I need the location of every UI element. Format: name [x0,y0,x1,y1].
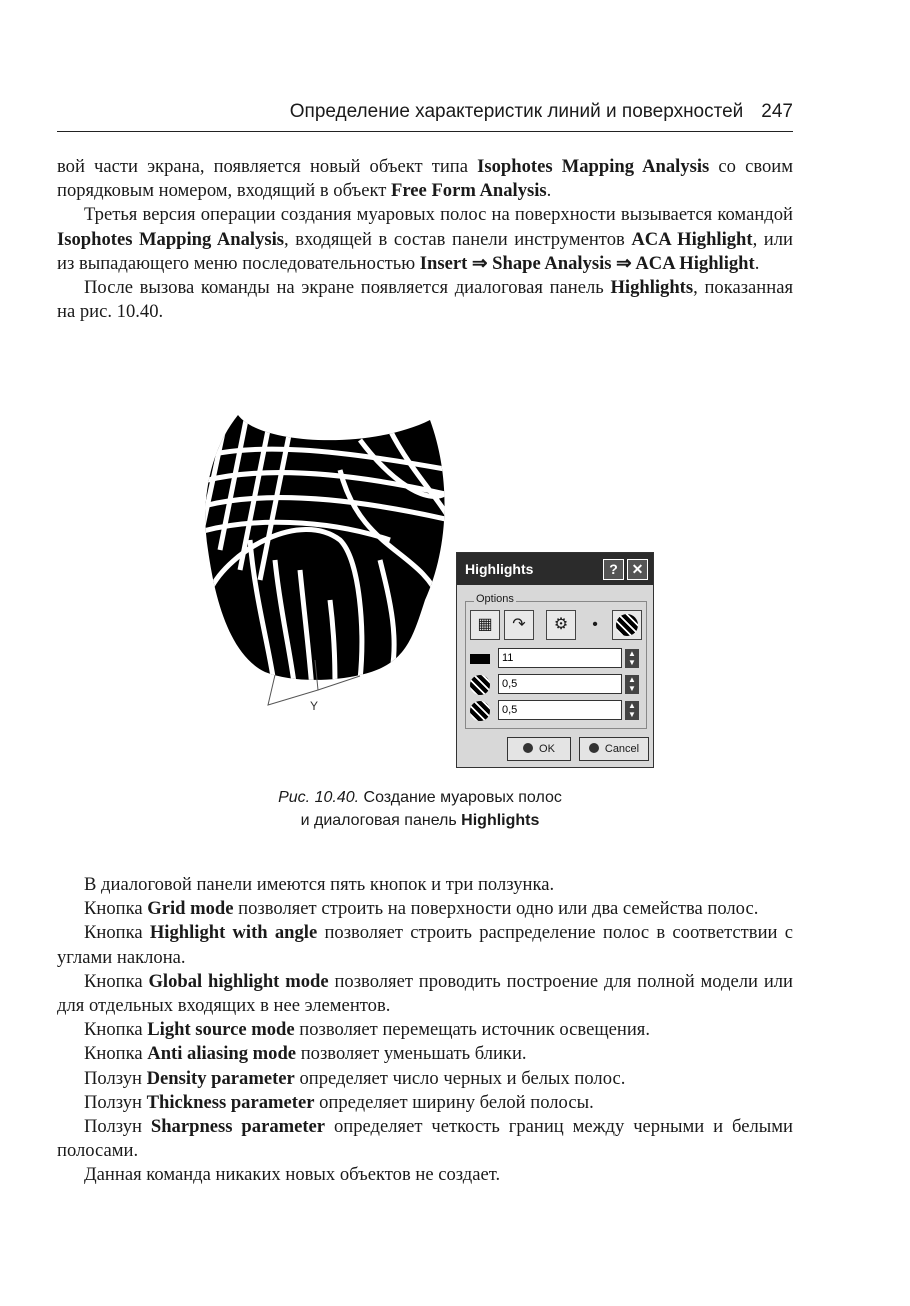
striped-ball-icon [616,614,638,636]
paragraph [57,1018,793,1042]
term: Light source mode [147,1019,295,1041]
text-run: Третья версия операции создания муаровых полос на поверхности вызывается командой [84,204,793,226]
density-input[interactable] [498,648,622,668]
term: ACA Highlight [631,228,753,250]
body-text-top [57,155,793,324]
thickness-slider[interactable] [470,674,642,696]
paragraph [57,1115,793,1163]
text-run: вой части экрана, появляется новый объект типа [57,156,478,177]
cancel-button[interactable] [579,737,649,761]
term: Isophotes Mapping Analysis [477,156,710,177]
text-run: , показанная на рис. 10.40. [57,277,793,323]
light-source-icon: • [592,616,598,633]
term: Highlight with angle [149,922,318,944]
text-run: Кнопка [84,1019,148,1041]
text-run: . [546,180,552,202]
density-slider[interactable] [470,648,642,670]
sharpness-icon [470,701,490,721]
text-run: , входящей в состав панели инструментов [284,228,632,250]
grid-icon: ▦ [477,616,493,633]
paragraph [57,155,793,203]
paragraph [57,897,793,921]
text-run: Кнопка [84,898,148,920]
paragraph [57,203,793,276]
paragraph [57,1067,793,1091]
paragraph [57,1042,793,1066]
text-run: определяет число черных и белых полос. [294,1067,626,1089]
text-run: определяет четкость границ между черными и белыми полосами. [57,1116,793,1162]
light-source-mode-button[interactable] [580,610,610,640]
term: Sharpness parameter [150,1116,326,1138]
text-run: позволяет перемещать источник освещения. [294,1019,651,1041]
density-icon [470,654,490,664]
caption-line1: Создание муаровых полос [359,789,562,806]
gear-icon: ⚙ [553,616,569,633]
figure-10-40 [190,400,660,772]
caption-prefix: Рис. 10.40. [278,789,360,806]
density-spinner[interactable]: ▲ ▼ [625,649,639,668]
paragraph [57,276,793,324]
term: Highlights [610,277,694,299]
global-highlight-mode-button[interactable] [546,610,576,640]
text-run: Ползун [84,1091,147,1113]
isophote-surface-image [190,400,450,710]
paragraph [57,873,793,897]
options-group [465,593,647,729]
sharpness-spinner[interactable]: ▲ ▼ [625,701,639,720]
ok-icon [523,743,533,753]
cancel-icon [589,743,599,753]
text-run: В диалоговой панели имеются пять кнопок и три ползунка. [84,874,555,895]
sharpness-slider[interactable] [470,700,642,722]
close-button[interactable]: ✕ [627,559,648,580]
text-run: позволяет проводить построение для полной модели или для отдельных входящих в нее элементов. [57,970,793,1017]
figure-caption [220,786,620,832]
paragraph [57,921,793,969]
cancel-label: Cancel [604,743,640,755]
term: Thickness parameter [146,1091,315,1113]
angle-icon: ↷ [512,616,526,633]
term: Grid mode [147,898,234,920]
paragraph [57,970,793,1018]
term: Anti aliasing mode [147,1043,297,1065]
term: Free Form Analysis [391,180,547,202]
text-run: . [754,252,760,274]
thickness-input[interactable] [498,674,622,694]
running-header [57,101,793,132]
sharpness-input[interactable] [498,700,622,720]
text-run: позволяет уменьшать блики. [296,1043,527,1065]
options-label: Options [476,593,514,605]
header-title: Определение характеристик линий и поверхностей [289,101,744,122]
dialog-titlebar [457,553,653,585]
text-run: Кнопка [84,970,149,992]
term: Density parameter [146,1067,295,1089]
thickness-spinner[interactable]: ▲ ▼ [625,675,639,694]
ok-label: OK [539,743,555,755]
text-run: Ползун [84,1067,147,1089]
text-run: определяет ширину белой полосы. [314,1091,594,1113]
term: Insert ⇒ Shape Analysis ⇒ ACA Highlight [419,252,755,274]
text-run: со своим порядковым номером, входящий в объект [57,156,793,202]
grid-mode-button[interactable] [470,610,500,640]
thickness-icon [470,675,490,695]
anti-aliasing-mode-button[interactable] [612,610,642,640]
body-text-bottom [57,873,793,1188]
text-run: , или из выпадающего меню последовательностью [57,228,793,274]
axis-label-y: Y [310,699,319,710]
paragraph [57,1091,793,1115]
text-run: Данная команда никаких новых объектов не создает. [84,1164,501,1186]
term: Isophotes Mapping Analysis [57,228,285,250]
help-button[interactable]: ? [603,559,624,580]
caption-line2: и диалоговая панель [300,812,462,829]
highlight-with-angle-button[interactable] [504,610,534,640]
highlights-dialog [456,552,654,768]
ok-button[interactable] [507,737,571,761]
page-number: 247 [761,101,793,122]
text-run: Кнопка [84,1043,148,1065]
paragraph [57,1163,793,1187]
text-run: После вызова команды на экране появляется диалоговая панель [84,277,611,299]
text-run: позволяет строить распределение полос в соответствии с углами наклона. [57,922,793,968]
caption-bold: Highlights [461,812,540,829]
text-run: Ползун [84,1116,151,1138]
dialog-title: Highlights [465,561,534,577]
text-run: позволяет строить на поверхности одно или два семейства полос. [233,898,759,920]
text-run: Кнопка [84,922,150,944]
term: Global highlight mode [148,970,329,992]
